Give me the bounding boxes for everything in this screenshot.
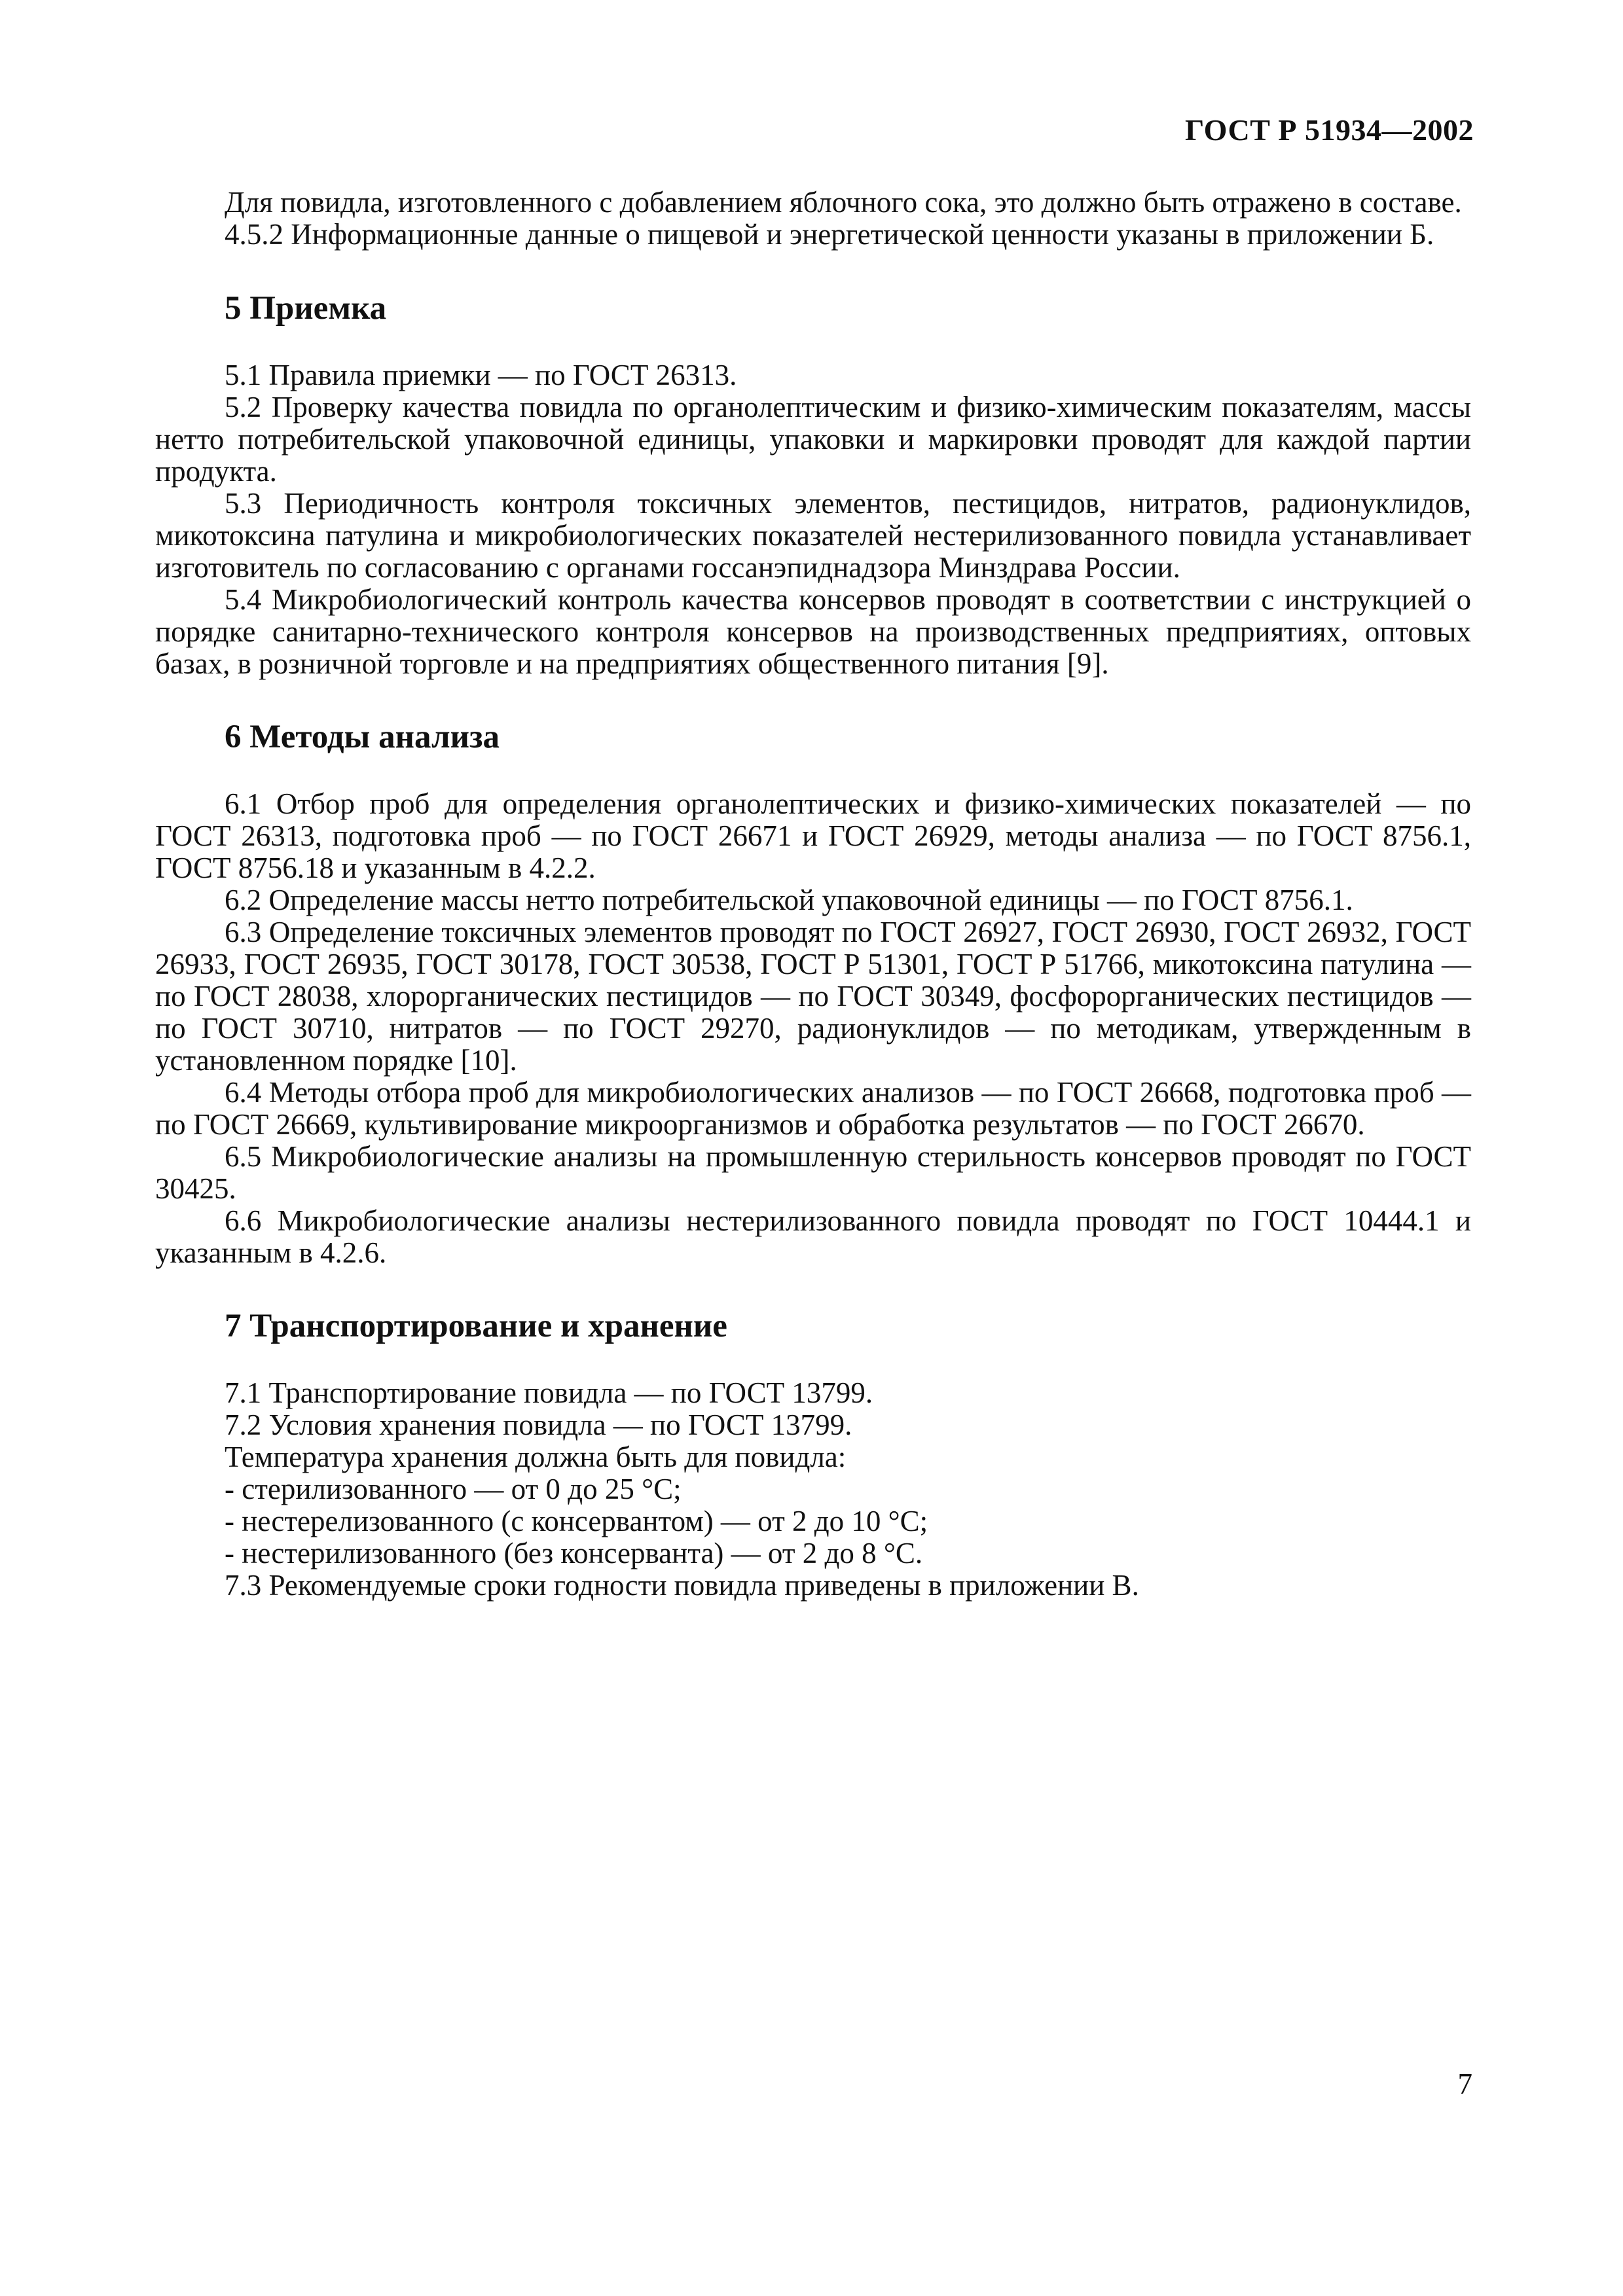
paragraph: 6.5 Микробиологические анализы на промышленную стерильность консервов проводят по ГОСТ 30425. [155, 1140, 1471, 1205]
paragraph: 6.1 Отбор проб для определения органолептических и физико-химических показателей — по ГОСТ 26313, подготовка проб — по ГОСТ 26671 и ГОСТ 26929, методы анализа — по ГОСТ 8756.1, ГОСТ 8756.18 и указанным в 4.2.2. [155, 787, 1471, 884]
paragraph: Для повидла, изготовленного с добавлением яблочного сока, это должно быть отражено в составе. [225, 186, 1462, 219]
page-number: 7 [1457, 2068, 1472, 2100]
standard-header: ГОСТ Р 51934—2002 [1185, 113, 1474, 147]
paragraph: 6.3 Определение токсичных элементов проводят по ГОСТ 26927, ГОСТ 26930, ГОСТ 26932, ГОСТ 26933, ГОСТ 26935, ГОСТ 30178, ГОСТ 30538, ГОСТ Р 51301, ГОСТ Р 51766, микотоксина патулина — по ГОСТ 28038, хлорорганических пестицидов — по ГОСТ 30349, фосфорорганических пестицидов — по ГОСТ 30710, нитратов — по ГОСТ 29270, радионуклидов — по методикам, утвержденным в установленном порядке [10]. [155, 916, 1471, 1077]
paragraph: 6.6 Микробиологические анализы нестерилизованного повидла проводят по ГОСТ 10444.1 и указанным в 4.2.6. [155, 1204, 1471, 1269]
paragraph: 5.2 Проверку качества повидла по органолептическим и физико-химическим показателям, массы нетто потребительской упаковочной единицы, упаковки и маркировки проводят для каждой партии продукта. [155, 391, 1471, 488]
section-heading-7: 7 Транспортирование и хранение [225, 1308, 727, 1344]
paragraph: 5.4 Микробиологический контроль качества консервов проводят в соответствии с инструкцией о порядке санитарно-технического контроля консервов на производственных предприятиях, оптовых базах, в розничной торговле и на предприятиях общественного питания [9]. [155, 583, 1471, 680]
list-item: - стерилизованного — от 0 до 25 °C; [225, 1473, 682, 1505]
list-item: - нестерелизованного (с консервантом) — от 2 до 10 °C; [225, 1505, 928, 1537]
paragraph: Температура хранения должна быть для повидла: [225, 1441, 847, 1473]
document-body [155, 187, 1471, 1602]
paragraph: 5.3 Периодичность контроля токсичных элементов, пестицидов, нитратов, радионуклидов, микотоксина патулина и микробиологических показателей нестерилизованного повидла устанавливает изготовитель по согласованию с органами госсанэпиднадзора Минздрава России. [155, 487, 1471, 584]
paragraph: 5.1 Правила приемки — по ГОСТ 26313. [225, 359, 737, 391]
paragraph: 6.4 Методы отбора проб для микробиологических анализов — по ГОСТ 26668, подготовка проб — по ГОСТ 26669, культивирование микроорганизмов и обработка результатов — по ГОСТ 26670. [155, 1076, 1471, 1141]
list-item: - нестерилизованного (без консерванта) — от 2 до 8 °C. [225, 1537, 923, 1570]
section-heading-5: 5 Приемка [225, 290, 387, 327]
paragraph: 7.3 Рекомендуемые сроки годности повидла приведены в приложении В. [225, 1569, 1139, 1602]
section-heading-6: 6 Методы анализа [225, 719, 500, 755]
paragraph: 4.5.2 Информационные данные о пищевой и энергетической ценности указаны в приложении Б. [225, 218, 1434, 251]
paragraph: 6.2 Определение массы нетто потребительской упаковочной единицы — по ГОСТ 8756.1. [225, 884, 1353, 916]
paragraph: 7.2 Условия хранения повидла — по ГОСТ 13799. [225, 1408, 852, 1441]
paragraph: 7.1 Транспортирование повидла — по ГОСТ 13799. [225, 1376, 873, 1409]
